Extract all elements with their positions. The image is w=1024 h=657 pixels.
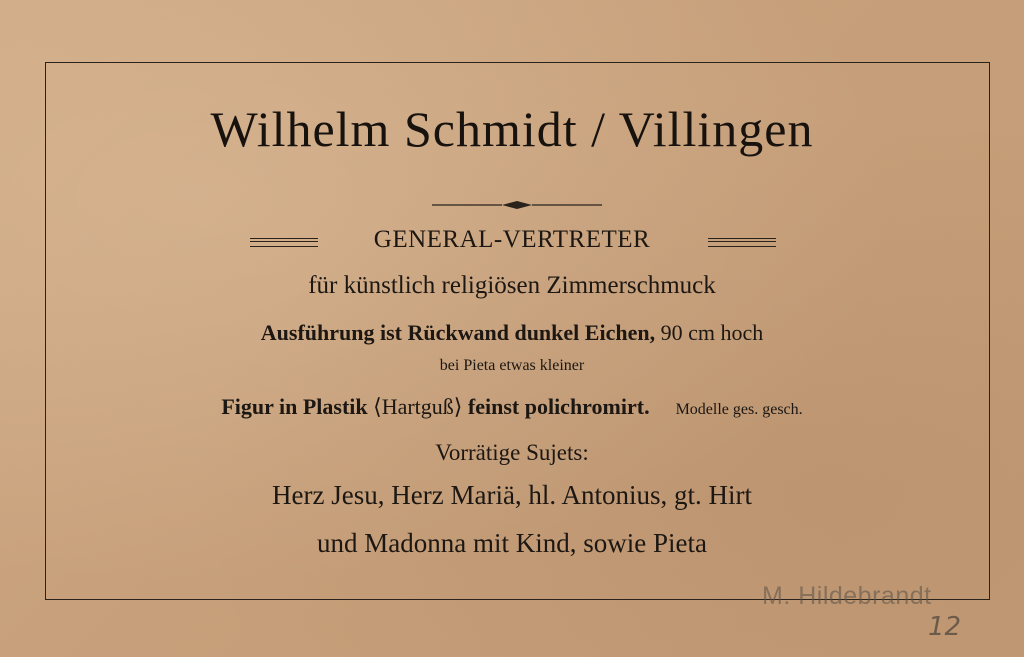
right-rule xyxy=(708,238,776,247)
execution-bold-text: Ausführung ist Rückwand dunkel Eichen, xyxy=(260,320,656,345)
watermark: M. Hildebrandt xyxy=(762,582,932,610)
subtitle: für künstlich religiösen Zimmerschmuck xyxy=(308,272,716,299)
figure-bold-text-a: Figur in Plastik xyxy=(221,394,368,419)
subjects-heading: Vorrätige Sujets: xyxy=(435,440,589,465)
card-title: Wilhelm Schmidt / Villingen xyxy=(210,101,814,157)
handwritten-number: 12 xyxy=(928,612,962,642)
figure-material-text: ⟨Hartguß⟩ xyxy=(367,394,468,419)
figure-bold-text-b: feinst polichromirt. xyxy=(467,394,650,419)
execution-description xyxy=(0,320,1024,346)
pieta-note: bei Pieta etwas kleiner xyxy=(439,357,585,374)
figure-description xyxy=(0,394,1024,420)
general-representative-heading: GENERAL-VERTRETER xyxy=(373,226,651,253)
subjects-line-2: und Madonna mit Kind, sowie Pieta xyxy=(317,528,707,558)
execution-size-text: 90 cm hoch xyxy=(655,320,764,345)
subjects-line-1: Herz Jesu, Herz Mariä, hl. Antonius, gt. Hirt xyxy=(272,480,752,510)
protected-models-note: Modelle ges. gesch. xyxy=(675,401,803,418)
ornament-divider xyxy=(432,198,602,212)
